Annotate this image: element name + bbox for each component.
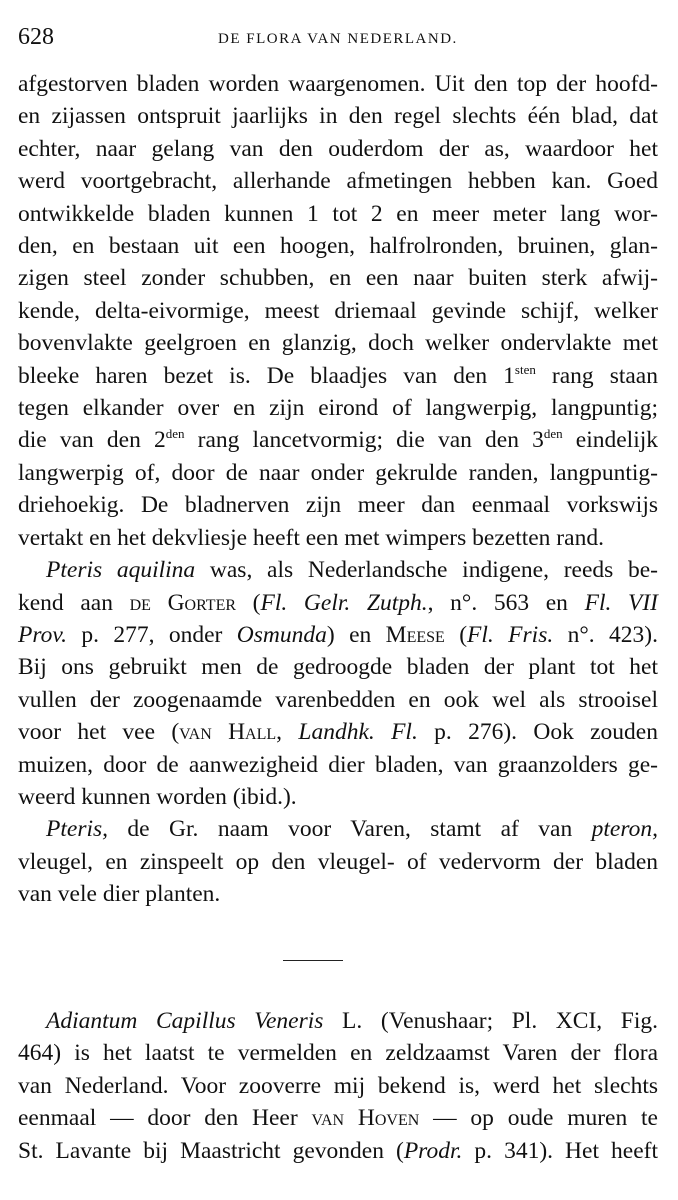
author-name: van Hall — [179, 719, 277, 746]
text-line: driehoekig. De bladnerven zijn meer dan eenmaal vorkswijs — [18, 492, 658, 519]
text-segment: ( — [444, 621, 468, 648]
text-line: weerd kunnen worden (ibid.). — [18, 783, 297, 810]
text-segment: ) en — [326, 621, 386, 648]
text-line: van vele dier planten. — [18, 881, 221, 908]
text-line — [18, 1005, 658, 1037]
text-segment: die van den 2 — [18, 427, 166, 454]
author-name: van Hoven — [311, 1105, 420, 1132]
text-line: muizen, door de aanwezigheid dier bladen, van graanzolders ge- — [18, 751, 658, 778]
text-segment: St. Lavante bij Maastricht gevonden ( — [18, 1137, 404, 1164]
text-segment: eindelijk — [562, 427, 658, 454]
citation-title: Fl. Fris. — [467, 621, 554, 648]
text-segment: ( — [236, 589, 261, 616]
text-segment: eenmaal — door den Heer — [18, 1105, 312, 1132]
section-divider — [283, 960, 343, 961]
text-line: kende, delta-eivormige, meest driemaal gevinde schijf, welker — [18, 297, 658, 324]
main-text — [18, 68, 658, 911]
species-name: Pteris aquilina — [46, 557, 196, 584]
genus-name: Osmunda — [236, 621, 327, 648]
text-line: werd voortgebracht, allerhande afmetingen hebben kan. Goed — [18, 168, 658, 195]
text-line: zigen steel zonder schubben, en een naar buiten sterk afwij- — [18, 265, 658, 292]
citation-title: Fl. VII — [584, 589, 659, 616]
superscript: den — [543, 426, 563, 442]
text-line — [18, 360, 658, 392]
text-line: vullen der zoogenaamde varenbedden en ook wel als strooisel — [18, 686, 658, 713]
text-segment: n°. 423). — [553, 621, 658, 648]
text-segment: was, als Nederlandsche indigene, reeds be- — [195, 557, 658, 584]
text-segment: , — [276, 719, 299, 746]
text-line — [18, 1102, 658, 1134]
text-line: van Nederland. Voor zooverre mij bekend is, werd het slechts — [18, 1072, 658, 1099]
superscript: den — [165, 426, 185, 442]
citation-title: Landhk. Fl. — [298, 719, 418, 746]
page-header — [18, 24, 658, 54]
text-segment: p. 341). Het heeft — [462, 1137, 658, 1164]
text-line: 464) is het laatst te vermelden en zeldzaamst Varen der flora — [18, 1040, 658, 1067]
citation-title: Prov. — [18, 621, 67, 648]
text-line: bovenvlakte geelgroen en glanzig, doch welker ondervlakte met — [18, 330, 658, 357]
text-line — [18, 587, 658, 619]
page-number: 628 — [18, 24, 54, 50]
text-line — [18, 716, 658, 748]
greek-word: pteron, — [591, 816, 658, 843]
text-segment: voor het vee ( — [18, 719, 180, 746]
text-segment: de Gr. naam voor Varen, stamt af van — [108, 816, 592, 843]
text-segment: rang staan — [535, 362, 658, 389]
text-line: en zijassen ontspruit jaarlijks in den regel slechts één blad, dat — [18, 103, 658, 130]
text-segment: bleeke haren bezet is. De blaadjes van den 1 — [18, 362, 515, 389]
text-segment: kend aan — [18, 589, 130, 616]
text-line — [18, 1135, 658, 1167]
genus-name: Pteris, — [46, 816, 109, 843]
text-line: tegen elkander over en zijn eirond of langwerpig, langpuntig; — [18, 395, 658, 422]
text-line: ontwikkelde bladen kunnen 1 tot 2 en meer meter lang wor- — [18, 200, 658, 227]
author-name: de Gorter — [129, 589, 237, 616]
text-line: langwerpig of, door de naar onder gekrulde randen, langpuntig- — [18, 459, 658, 486]
running-head: DE FLORA VAN NEDERLAND. — [218, 31, 458, 47]
text-line — [18, 619, 658, 651]
author-name: Meese — [385, 621, 445, 648]
text-segment: L. (Venushaar; Pl. XCI, Fig. — [323, 1008, 658, 1034]
text-segment: p. 277, onder — [66, 621, 237, 648]
text-line: den, en bestaan uit een hoogen, halfrolronden, bruinen, glan- — [18, 233, 658, 260]
text-segment: p. 276). Ook zouden — [417, 719, 658, 746]
text-line: afgestorven bladen worden waargenomen. Uit den top der hoofd- — [18, 71, 658, 97]
text-line: Bij ons gebruikt men de gedroogde bladen der plant tot het — [18, 654, 658, 681]
text-line: vertakt en het dekvliesje heeft een met wimpers bezetten rand. — [18, 524, 604, 551]
text-line — [18, 813, 658, 845]
citation-title: Prodr. — [403, 1137, 463, 1164]
text-line: vleugel, en zinspeelt op den vleugel- of vedervorm der bladen — [18, 848, 658, 875]
next-section-text — [18, 1005, 658, 1167]
text-line: echter, naar gelang van den ouderdom der as, waardoor het — [18, 135, 658, 162]
species-name: Adiantum Capillus Veneris — [46, 1008, 324, 1034]
text-line — [18, 554, 658, 586]
text-line — [18, 424, 658, 456]
text-segment: rang lancetvormig; die van den 3 — [184, 427, 544, 454]
text-segment: , n°. 563 en — [427, 589, 585, 616]
superscript: sten — [514, 361, 536, 377]
text-segment: — op oude muren te — [419, 1105, 658, 1132]
citation-title: Fl. Gelr. Zutph. — [260, 589, 428, 616]
